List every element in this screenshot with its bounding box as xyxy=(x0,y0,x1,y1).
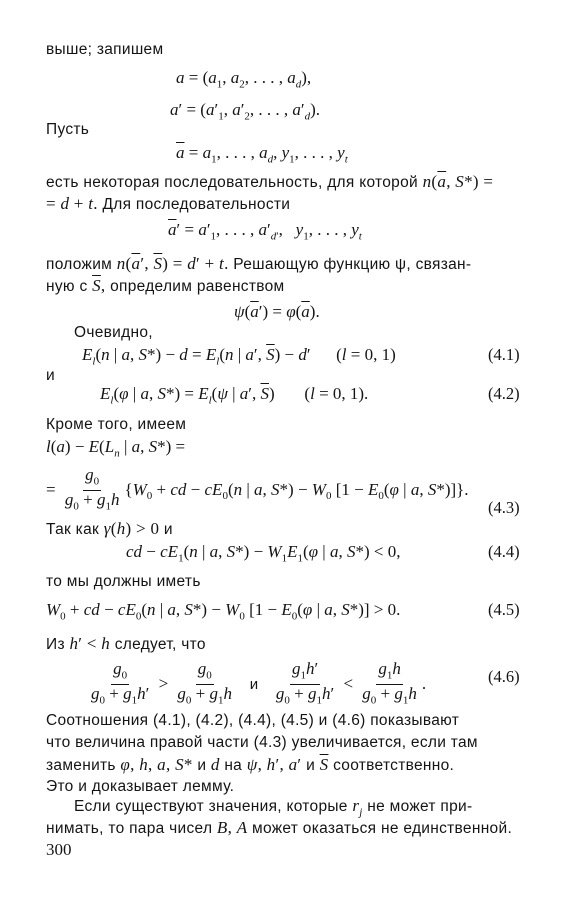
text-span: Так как xyxy=(46,521,100,538)
formula-4-6: $\frac{g_0}{g_0 + g_1h'}$ > $\frac{g_0}{g_0 + g_1h}$ и $\frac{g_1h'}{g_0 + g_1h'}$ < $\frac{g_1h}{g_0 + g_1h}$ . xyxy=(91,659,427,707)
text-line: положим $n(\overline{a}'$, $\overline{S}) = d' + t$. Решающую функцию ψ, связан- xyxy=(46,254,472,273)
equation-number: (4.5) xyxy=(488,600,520,619)
formula-4-1: $E_l(n$ | a, $S*) - d = E_l(n$ | a′, $\overline{S}) - d'$ (l = 0, 1) xyxy=(82,345,396,368)
text-line: то мы должны иметь xyxy=(46,573,201,590)
text-line: есть некоторая последовательность, для которой $n(\overline{a}$, S*) = xyxy=(46,172,494,191)
text-line: Это и доказывает лемму. xyxy=(46,778,235,795)
text-line: Если существуют значения, которые $r_j$ не может при- xyxy=(74,796,473,819)
equation-number: (4.2) xyxy=(488,384,520,403)
equation-number: (4.3) xyxy=(488,498,520,517)
text-span: ную с xyxy=(46,278,88,295)
text-line: нимать, то пара чисел B, A может оказаться не единственной. xyxy=(46,818,513,837)
text-span: Для последовательности xyxy=(102,196,291,213)
text-span: может оказаться не единственной. xyxy=(252,820,513,837)
formula-psi: $\psi(\overline{a}') = \varphi(\overline{a})$. xyxy=(234,302,320,321)
formula-4-3-lhs: $l(a) - E(L_n$ | a, S*) = xyxy=(46,437,186,460)
text-line: Из h′ < h следует, что xyxy=(46,634,206,653)
page-number: 300 xyxy=(46,840,72,859)
text-span: Если существуют значения, которые xyxy=(74,798,348,815)
text-span: не может при- xyxy=(367,798,473,815)
equation-number: (4.6) xyxy=(488,667,520,686)
formula-a-bar: $\overline{a} = a_1$, . . . , $a_d$, $y_1$, . . . , $y_t$ xyxy=(176,143,348,166)
text-span: нимать, то пара чисел xyxy=(46,820,213,837)
text-line: Кроме того, имеем xyxy=(46,416,187,433)
text-span: определим равенством xyxy=(110,278,285,295)
equation-number: (4.4) xyxy=(488,542,520,561)
text-span: соответственно. xyxy=(333,757,455,774)
text-line: выше; запишем xyxy=(46,41,164,58)
text-span: следует, что xyxy=(114,636,206,653)
formula-4-2: $E_l(\varphi$ | a, $S*) = E_l(\psi$ | a′, $\overline{S}$) (l = 0, 1). xyxy=(100,384,369,407)
text-span: Решающую функцию ψ, связан- xyxy=(233,256,472,273)
text-span: положим xyxy=(46,256,113,273)
text-line: Соотношения (4.1), (4.2), (4.4), (4.5) и (4.6) показывают xyxy=(46,712,460,729)
formula-a-prime: $a' = (a'_1$, $a'_2$, . . . , $a'_d$). xyxy=(170,100,321,123)
formula-4-5: $W_0$ + cd − $cE_0(n$ | a, $S*) - W_0$ [$1 - E_0(\varphi$ | a, S*)] > 0. xyxy=(46,600,401,623)
text-span: и xyxy=(197,757,207,774)
text-line: что величина правой части (4.3) увеличивается, если там xyxy=(46,734,478,751)
formula-4-3-rhs: = $\frac{g_0}{g_0 + g_1h}$ {$W_0$ + cd − $cE_0(n$ | a, $S*) - W_0$ [$1 - E_0(\varphi$ | a, S*)]}. xyxy=(46,465,469,513)
text-line: ную с $\overline{S}$, определим равенством xyxy=(46,276,285,295)
text-line: Очевидно, xyxy=(74,324,153,341)
text-line: Так как γ(h) > 0 и xyxy=(46,519,173,538)
text-span: и xyxy=(163,521,173,538)
text-line: заменить φ, h, a, S* и d на ψ, h′, a′ и $\overline{S}$ соответственно. xyxy=(46,755,455,774)
formula-a-bar-prime: $\overline{a}' = a'_1$, . . . , $a'_{d'}$, $y_1$, . . . , $y_t$ xyxy=(168,220,362,243)
text-span: заменить xyxy=(46,757,116,774)
equation-number: (4.1) xyxy=(488,345,520,364)
text-span: на xyxy=(224,757,243,774)
text-span: есть некоторая последовательность, для которой xyxy=(46,174,418,191)
text-line: и xyxy=(46,367,55,384)
formula-a: $a = (a_1$, $a_2$, . . . , $a_d$), xyxy=(176,68,312,91)
text-span: и xyxy=(306,757,316,774)
text-span: и xyxy=(249,675,259,693)
formula-4-4: cd − $cE_1(n$ | a, $S*) - W_1E_1(\varphi$ | a, S*) < 0, xyxy=(126,542,401,565)
text-line: = d + t. Для последовательности xyxy=(46,194,291,213)
text-span: Из xyxy=(46,636,65,653)
text-line: Пусть xyxy=(46,121,90,138)
